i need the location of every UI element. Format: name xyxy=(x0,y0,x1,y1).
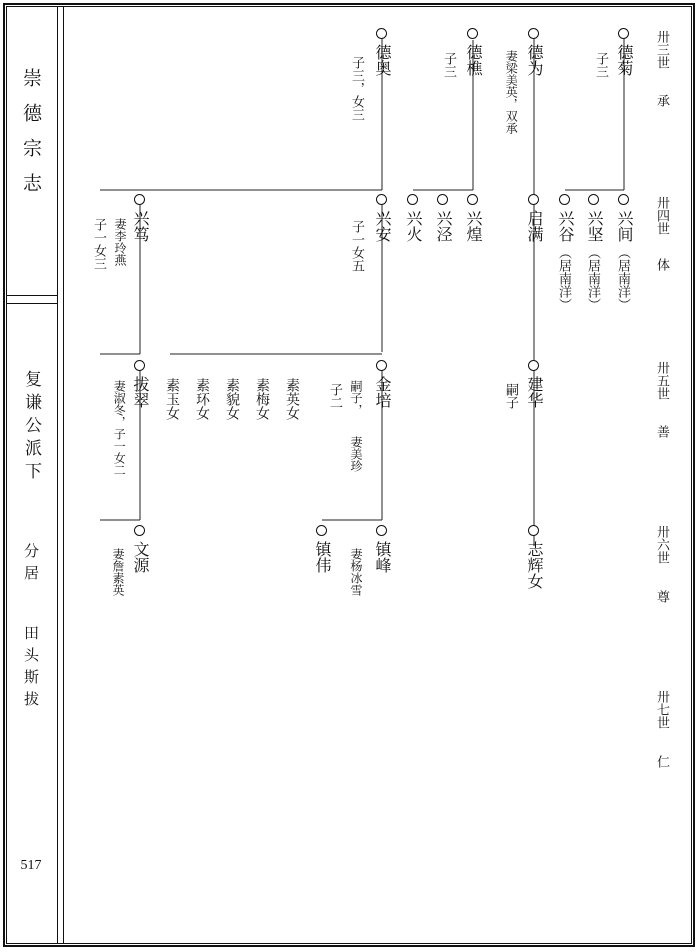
person-name: 文源 xyxy=(131,541,150,573)
person-name: 兴安 xyxy=(373,210,392,242)
person-node-icon xyxy=(376,194,387,205)
generation-label: 卅三世 xyxy=(654,30,669,69)
generation-word: 体 xyxy=(654,258,669,271)
person-node-icon xyxy=(407,194,418,205)
person-node-icon xyxy=(588,194,599,205)
person-node-icon xyxy=(618,194,629,205)
person-node-icon xyxy=(134,525,145,536)
person-node-icon xyxy=(528,194,539,205)
person-note: 子一女五 xyxy=(349,220,364,272)
person-note: （居南洋） xyxy=(556,246,571,311)
person-node-icon xyxy=(467,28,478,39)
person-spouse: 妻美珍 xyxy=(349,436,363,472)
residence-place: 田头斯拔 xyxy=(22,625,40,713)
person-name: 建华 xyxy=(525,376,544,408)
person-node-icon xyxy=(437,194,448,205)
person-name: 兴笃 xyxy=(131,210,150,242)
daughter-name: 素梅女 xyxy=(254,378,270,420)
person-note: 妻梁美英，双承 xyxy=(504,50,519,134)
person-note: 嗣子 xyxy=(503,383,518,409)
person-note: 妻淑冬，子一女二 xyxy=(112,380,127,476)
person-name: 德为 xyxy=(525,44,544,76)
person-note: （居南洋） xyxy=(585,246,600,311)
person-spouse: 妻杨冰雪 xyxy=(349,548,363,596)
person-spouse: 妻李玲燕 xyxy=(113,218,127,266)
person-node-icon xyxy=(376,525,387,536)
person-name: 拔翠 xyxy=(131,376,150,408)
person-node-icon xyxy=(134,360,145,371)
person-note: 子三 xyxy=(441,52,456,78)
person-node-icon xyxy=(316,525,327,536)
generation-word: 承 xyxy=(654,94,669,107)
page-number: 517 xyxy=(20,858,42,873)
residence-label: 分居 xyxy=(22,543,40,587)
person-name: 兴谷 xyxy=(556,210,575,242)
person-node-icon xyxy=(467,194,478,205)
person-name: 志辉女 xyxy=(525,541,544,589)
generation-word: 仁 xyxy=(654,755,669,768)
daughter-name: 素英女 xyxy=(284,378,300,420)
person-name: 兴煌 xyxy=(464,210,483,242)
generation-label: 卅四世 xyxy=(654,196,669,235)
person-name: 金培 xyxy=(373,376,392,408)
person-note: 子二 xyxy=(327,383,342,409)
person-name: 兴火 xyxy=(404,210,423,242)
person-spouse: 妻詹素英 xyxy=(111,548,125,596)
person-node-icon xyxy=(528,525,539,536)
person-name: 启满 xyxy=(525,210,544,242)
person-name: 德菊 xyxy=(615,44,634,76)
generation-label: 卅六世 xyxy=(654,525,669,564)
person-name: 德奥 xyxy=(373,44,392,76)
person-node-icon xyxy=(559,194,570,205)
person-note: 子三，女三 xyxy=(349,56,364,121)
generation-word: 善 xyxy=(654,425,669,438)
person-node-icon xyxy=(134,194,145,205)
person-note: 子三 xyxy=(593,52,608,78)
branch-title: 复谦公派下 xyxy=(21,370,41,485)
person-name: 镇伟 xyxy=(313,541,332,573)
generation-label: 卅五世 xyxy=(654,361,669,400)
person-name: 镇峰 xyxy=(373,541,392,573)
person-name: 德樵 xyxy=(464,44,483,76)
person-note: （居南洋） xyxy=(615,246,630,311)
person-node-icon xyxy=(376,360,387,371)
person-node-icon xyxy=(528,28,539,39)
person-node-icon xyxy=(618,28,629,39)
person-note: 嗣子， xyxy=(349,380,363,416)
daughter-name: 素貌女 xyxy=(224,378,240,420)
daughter-name: 素玉女 xyxy=(164,378,180,420)
person-name: 兴间 xyxy=(615,210,634,242)
person-note: 子一女三 xyxy=(91,218,106,270)
daughter-name: 素环女 xyxy=(194,378,210,420)
generation-label: 卅七世 xyxy=(654,690,669,729)
person-name: 兴泾 xyxy=(434,210,453,242)
generation-word: 尊 xyxy=(654,590,669,603)
person-name: 兴坚 xyxy=(585,210,604,242)
person-node-icon xyxy=(376,28,387,39)
book-title: 崇德宗志 xyxy=(20,68,42,208)
person-node-icon xyxy=(528,360,539,371)
